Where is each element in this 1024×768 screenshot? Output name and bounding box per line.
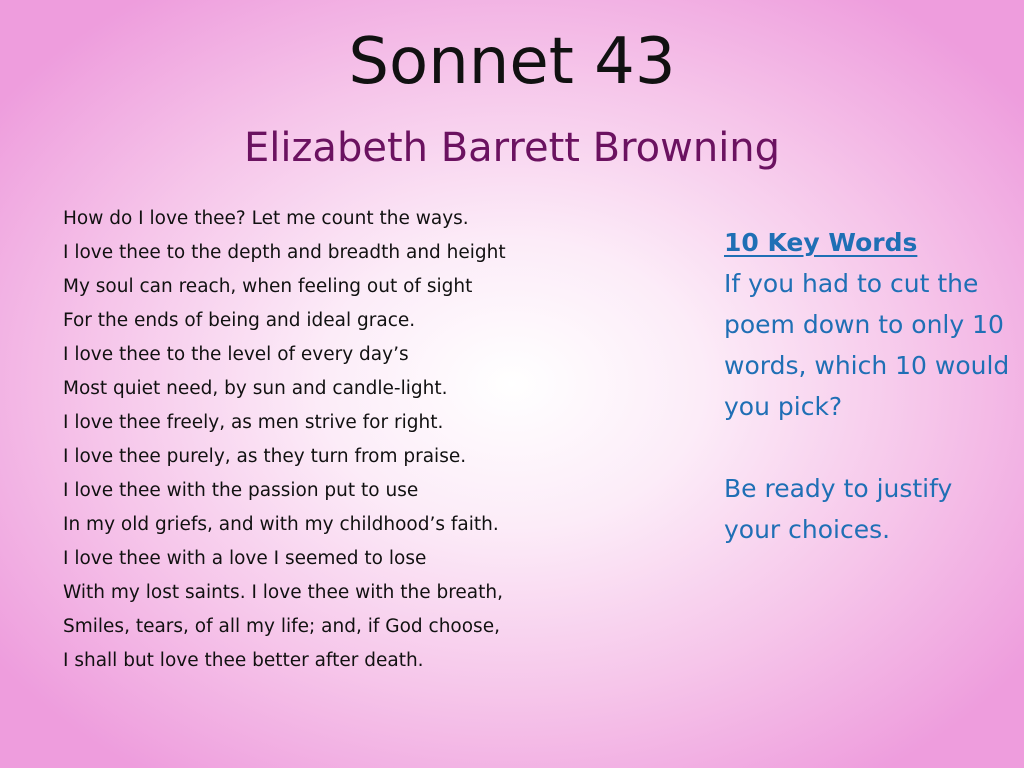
poem-line: I love thee purely, as they turn from praise.: [63, 446, 467, 467]
poem-line: In my old griefs, and with my childhood’s faith.: [63, 514, 499, 535]
author-subtitle: Elizabeth Barrett Browning: [243, 125, 781, 171]
poem-line: Smiles, tears, of all my life; and, if God choose,: [63, 616, 500, 637]
poem-text: [63, 202, 663, 678]
poem-line: How do I love thee? Let me count the ways.: [63, 208, 469, 229]
poem-line: I love thee to the depth and breadth and height: [63, 242, 506, 263]
poem-line: I shall but love thee better after death.: [63, 650, 424, 671]
poem-line: I love thee to the level of every day’s: [63, 344, 409, 365]
task-instruction: If you had to cut the poem down to only 10 words, which 10 would you pick?: [724, 269, 1010, 421]
poem-line: My soul can reach, when feeling out of sight: [63, 276, 473, 297]
poem-line: Most quiet need, by sun and candle-light.: [63, 378, 448, 399]
task-box: [724, 222, 1014, 550]
poem-line: I love thee with the passion put to use: [63, 480, 419, 501]
spacer: [724, 427, 1014, 468]
poem-line: I love thee freely, as men strive for right.: [63, 412, 444, 433]
poem-line: I love thee with a love I seemed to lose: [63, 548, 427, 569]
task-heading: 10 Key Words: [724, 228, 918, 257]
task-reminder: Be ready to justify your choices.: [724, 474, 953, 544]
poem-line: With my lost saints. I love thee with the breath,: [63, 582, 503, 603]
page-title: Sonnet 43: [348, 25, 676, 99]
poem-line: For the ends of being and ideal grace.: [63, 310, 416, 331]
